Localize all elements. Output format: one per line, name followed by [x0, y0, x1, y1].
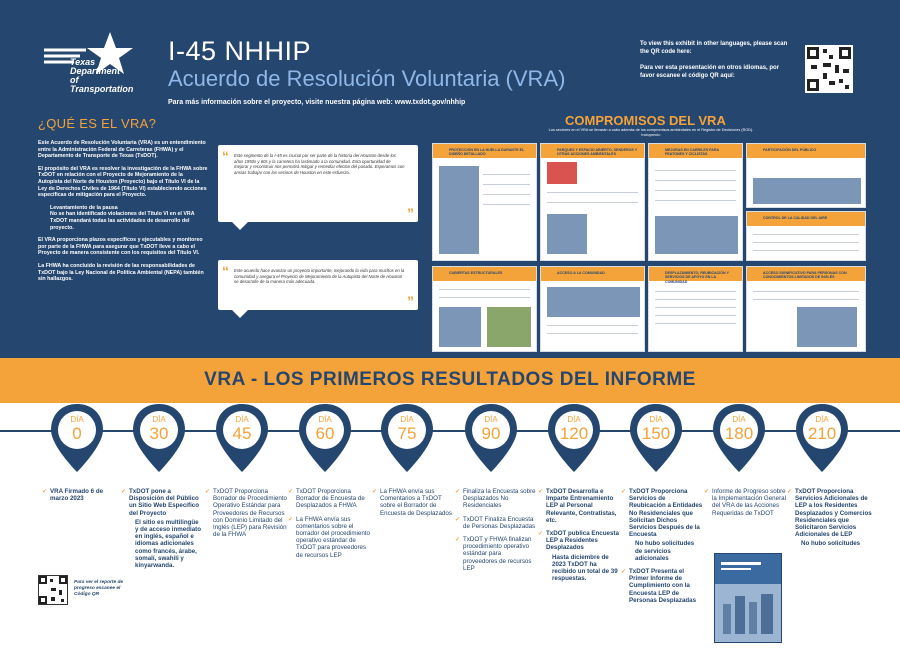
text-line — [655, 315, 736, 316]
timeline-pin-day-150 — [627, 402, 685, 474]
pin-day-number: 150 — [641, 424, 671, 443]
text-line — [547, 333, 638, 334]
panel-title: DESPLAZAMIENTO, REUBICACIÓN Y SERVICIOS DE APOYO EN LA COMUNIDAD — [665, 271, 729, 284]
quote-open-icon: “ — [222, 148, 229, 164]
panel-title: CUBIERTAS ESTRUCTURALES — [449, 271, 503, 275]
results-banner-title: VRA - LOS PRIMEROS RESULTADOS DEL INFORME — [204, 369, 696, 390]
timeline-pin-day-180 — [710, 402, 768, 474]
pin-day-number: 120 — [559, 424, 589, 443]
pin-day-number: 0 — [72, 424, 82, 443]
check-icon: ✓ — [538, 488, 544, 495]
pin-day-label: DÍA — [318, 415, 332, 424]
timeline-item — [42, 488, 116, 502]
panel-title: MEJORAS EN CARRILES PARA PEATONES Y CICLISTAS — [665, 148, 719, 157]
panel-title: PARQUES Y ESPACIO ABIERTO, SENDEROS Y OTRAS ACCIONES AMBIENTALES — [557, 148, 638, 157]
text-line — [547, 202, 638, 203]
timeline-item — [455, 536, 537, 572]
check-icon: ✓ — [455, 488, 461, 495]
commitment-panel — [746, 266, 866, 352]
panel-image — [439, 307, 481, 347]
txdot-logo — [40, 30, 140, 96]
timeline-pin-day-210 — [793, 402, 851, 474]
item-text: TxDOT publica Encuesta LEP a Residentes Desplazados — [546, 530, 619, 552]
panel-title: PARTICIPACIÓN DEL PÚBLICO — [763, 148, 817, 152]
check-icon: ✓ — [787, 488, 793, 495]
panel-image — [547, 287, 640, 317]
check-icon: ✓ — [704, 488, 710, 495]
commitment-panel — [648, 143, 743, 261]
page-title: I-45 NHHIP — [168, 36, 312, 66]
pin-day-label: DÍA — [732, 415, 746, 424]
quote-text: Este acuerdo hace avanzar un proyecto importante, mejorando la vida para muchos en la comunidad y asegura el Proyecto de Mejoramiento de la Autopista del Norte de Houston se desarrolle de la manera más adecuada. — [234, 268, 405, 285]
item-text: TxDOT Presenta el Primer Informe de Cumplimiento con la Encuesta LEP de Personas Desplazadas — [629, 568, 697, 604]
item-text: TxDOT Finaliza Encuesta de Personas Desplazadas — [463, 515, 536, 530]
bullet-list — [38, 205, 208, 231]
panel-title: PROTECCIÓN EN LA HUELLA DURANTE EL DISEÑO DETALLADO — [449, 148, 525, 157]
commitment-panel — [432, 143, 537, 261]
paragraph: El propósito del VRA es resolver la investigación de la FHWA sobre TxDOT en relación con el Proyecto de Mejoramiento de la Autopista del Norte de Houston (Proyecto) bajo el Título VI de la Ley de Derechos Civiles de 1964 (Título VI) estableciendo acciones específicas de mitigación para el Proyecto. — [38, 165, 208, 199]
pin-day-number: 60 — [315, 424, 335, 443]
pin-day-number: 90 — [481, 424, 501, 443]
panel-image — [547, 162, 577, 184]
item-text: La FHWA envía sus Comentarios a TxDOT sobre el Borrador de Encuesta de Desplazados — [380, 488, 452, 517]
text-line — [439, 297, 530, 298]
pin-day-label: DÍA — [484, 415, 498, 424]
panel-title: CONTROL DE LA CALIDAD DEL AIRE — [763, 216, 828, 220]
quote-text: Este segmento de la I-45 es crucial por ser parte de la historia del Houston desde los años 1950s y 60s y la carretera ha lastimado a la comunidad. Esta oportunidad de mejorar y reconstruir nos permitirá mitigar y remediar efectos del pasado. Esperamos con ansias trabajar con los vecinos de Houston en este esfuerzo. — [234, 153, 405, 175]
text-line — [753, 291, 859, 292]
timeline-item — [288, 488, 370, 510]
timeline-column-day-0 — [42, 488, 116, 508]
check-icon: ✓ — [538, 530, 544, 538]
list-item: No se han identificado violaciones del Título VI en el VRA TxDOT mandará todas las actividades de desarrollo del proyecto. — [50, 211, 195, 231]
timeline-column-day-75 — [372, 488, 454, 523]
text-line — [483, 174, 530, 175]
check-icon: ✓ — [455, 536, 461, 544]
timeline-column-day-150 — [621, 488, 703, 610]
timeline-item — [455, 516, 537, 530]
paragraph: La FHWA ha concluido la revisión de las responsabilidades de TxDOT bajo la Ley Nacional de Política Ambiental (NEPA) también sin hallazgos. — [38, 262, 204, 283]
panel-image — [797, 307, 857, 347]
progress-report-cover-image — [714, 553, 782, 643]
item-text: TxDOT Proporciona Borrador de Procedimiento Operativo Estándar para Proveedores de Recursos con Dominio Limitado del Inglés (LEP) para Revisión de la FHWA — [213, 488, 287, 539]
timeline-column-day-60 — [288, 488, 370, 565]
timeline-item — [621, 488, 703, 562]
timeline-pin-day-0 — [48, 402, 106, 474]
pin-day-number: 75 — [397, 424, 417, 443]
quote-close-icon: ” — [407, 205, 414, 221]
qr-text-en: To view this exhibit in other languages, please scan the QR code here: — [640, 41, 788, 55]
pin-day-number: 30 — [149, 424, 169, 443]
qr-text-es: Para ver esta presentación en otros idiomas, por favor escanee el código QR aquí: — [640, 65, 780, 79]
text-line — [655, 291, 736, 292]
timeline-item — [455, 488, 537, 510]
check-icon: ✓ — [455, 515, 461, 523]
compromisos-subtitle: Los sectores en el VRA se llevarán a cabo además de los compromisos ambientales en el Registro de Decisiones (ROD). Incluyendo: — [548, 128, 754, 137]
pin-day-number: 210 — [807, 424, 837, 443]
item-subtext: El sitio es multilingüe y de acceso inmediato en inglés, español e idiomas adicionales como francés, árabe, somalí, swahili y kinyarwanda. — [135, 518, 202, 570]
text-line — [439, 289, 530, 290]
check-icon: ✓ — [205, 488, 211, 495]
timeline-item — [288, 516, 370, 559]
text-line — [753, 299, 859, 300]
text-line — [483, 204, 530, 205]
commitment-panel — [746, 143, 866, 208]
text-line — [655, 307, 736, 308]
commitment-panel — [432, 266, 537, 352]
timeline-column-day-120 — [538, 488, 620, 588]
panel-image — [439, 166, 479, 254]
check-icon: ✓ — [42, 488, 48, 495]
paragraph: El VRA proporciona plazos específicos y ejecutables y monitoreo por parte de la FHWA para asegurar que TxDOT lleve a cabo el Proyecto de manera consistente con los requisitos del Título VI. — [38, 237, 203, 257]
item-subtext: Hasta diciembre de 2023 TxDOT ha recibido un total de 39 respuestas. — [552, 553, 618, 583]
item-subtext: No hubo solicitudes de servicios adicionales — [635, 540, 695, 562]
timeline-pin-day-45 — [213, 402, 271, 474]
text-line — [547, 325, 638, 326]
pin-day-label: DÍA — [567, 415, 581, 424]
text-line — [655, 323, 736, 324]
text-line — [655, 180, 736, 181]
commitment-panel — [746, 211, 866, 261]
item-text: Finaliza la Encuesta sobre Desplazados No Residenciales — [463, 488, 536, 510]
item-text: TxDOT Proporciona Servicios de Reubicación a Entidades No Residenciales que Solicitan Dichos Servicios Después de la Encuesta — [629, 488, 703, 539]
quote-close-icon: ” — [407, 293, 414, 309]
quote-tail — [232, 310, 248, 318]
timeline-item — [205, 488, 287, 538]
qr-instructions — [640, 40, 795, 88]
quote-tail — [232, 222, 248, 230]
que-es-body — [38, 140, 208, 289]
commitment-panel — [540, 266, 645, 352]
text-line — [483, 194, 530, 195]
text-line — [655, 170, 736, 171]
timeline-pin-day-30 — [130, 402, 188, 474]
pin-day-number: 45 — [232, 424, 252, 443]
item-text: La FHWA envía sus comentarios sobre el borrador del procedimiento operativo estándar de TxDOT para proveedores de recursos LEP — [296, 515, 370, 559]
timeline-item — [621, 568, 703, 604]
check-icon: ✓ — [121, 488, 127, 495]
timeline-column-day-210 — [787, 488, 873, 554]
quote-open-icon: “ — [222, 263, 229, 279]
page-subtitle: Acuerdo de Resolución Voluntaria (VRA) — [168, 66, 566, 91]
timeline-item — [538, 488, 620, 524]
check-icon: ✓ — [288, 515, 294, 523]
check-icon: ✓ — [372, 488, 378, 495]
timeline-item — [538, 530, 620, 582]
progress-report-qr-text: Para ver el reporte de progreso escanee el Código QR — [74, 580, 124, 597]
timeline-column-day-45 — [205, 488, 287, 544]
quote-box — [218, 260, 418, 310]
more-info-link[interactable]: Para más información sobre el proyecto, visite nuestra página web: www.txdot.gov/nhhip — [168, 99, 466, 106]
panel-image — [753, 178, 861, 204]
text-line — [483, 184, 530, 185]
list-item: Levantamiento de la pausa — [50, 204, 118, 211]
agency-name: Texas Department of Transportation — [70, 57, 134, 94]
commitment-panel — [540, 143, 645, 261]
item-text: TxDOT y FHWA finalizan procedimiento operativo estándar para proveedores de recursos LEP — [463, 536, 532, 572]
text-line — [655, 190, 736, 191]
panel-title: ACCESO SIGNIFICATIVO PARA PERSONAS CON CONOCIMIENTOS LIMITADOS DE INGLÉS — [763, 271, 847, 280]
pin-day-label: DÍA — [235, 415, 249, 424]
qr-code[interactable] — [805, 45, 853, 93]
section-heading-compromisos: COMPROMISOS DEL VRA — [565, 113, 726, 128]
item-text: TxDOT pone a Disposición del Público un Sitio Web Específico del Proyecto — [129, 488, 200, 517]
text-line — [655, 200, 736, 201]
timeline-pin-day-60 — [296, 402, 354, 474]
check-icon: ✓ — [288, 488, 294, 495]
panel-title: ACCESO A LA COMUNIDAD — [557, 271, 605, 275]
item-text: TxDOT Proporciona Borrador de Encuesta de Desplazados a FHWA — [296, 488, 365, 510]
item-subtext: No hubo solicitudes — [801, 540, 861, 548]
timeline-column-day-30 — [121, 488, 203, 575]
timeline-item — [704, 488, 786, 517]
item-text: Informe de Progreso sobre la Implementación General del VRA de las Acciones Requeridas de TxDOT — [712, 488, 786, 517]
item-text: TxDOT Proporciona Servicios Adicionales de LEP a los Residentes Desplazados y Comercios Residenciales que Solicitaron Servicios Adicionales de LEP — [795, 488, 872, 539]
commitment-panel — [648, 266, 743, 352]
timeline-item — [121, 488, 203, 569]
panel-image — [655, 216, 738, 254]
pin-day-label: DÍA — [400, 415, 414, 424]
text-line — [655, 299, 736, 300]
timeline-column-day-90 — [455, 488, 537, 578]
text-line — [753, 250, 859, 251]
timeline-column-day-180 — [704, 488, 786, 523]
text-line — [753, 242, 859, 243]
pin-day-label: DÍA — [649, 415, 663, 424]
pin-day-label: DÍA — [152, 415, 166, 424]
timeline-pin-day-120 — [545, 402, 603, 474]
pin-day-label: DÍA — [815, 415, 829, 424]
text-line — [753, 234, 859, 235]
check-icon: ✓ — [621, 568, 627, 576]
item-text: VRA Firmado 6 de marzo 2023 — [50, 488, 104, 503]
paragraph: Este Acuerdo de Resolución Voluntaria (VRA) es un entendimiento entre la Administración Federal de Carreteras (FHWA) y el Departamento de Transporte de Texas (TxDOT). — [38, 140, 206, 160]
progress-report-qr-code[interactable] — [38, 575, 68, 605]
text-line — [547, 192, 638, 193]
section-heading-que-es: ¿QUÉ ES EL VRA? — [38, 116, 157, 131]
panel-image — [547, 214, 587, 254]
timeline-item — [372, 488, 454, 517]
pin-day-label: DÍA — [70, 415, 84, 424]
item-text: TxDOT Desarrolla e Imparte Entrenamiento LEP al Personal Relevante, Contratistas, etc. — [546, 488, 617, 524]
timeline-pin-day-75 — [378, 402, 436, 474]
pin-day-number: 180 — [724, 424, 754, 443]
timeline-item — [787, 488, 873, 548]
panel-image — [487, 307, 531, 347]
timeline-pin-day-90 — [462, 402, 520, 474]
check-icon: ✓ — [621, 488, 627, 495]
quote-box — [218, 145, 418, 222]
